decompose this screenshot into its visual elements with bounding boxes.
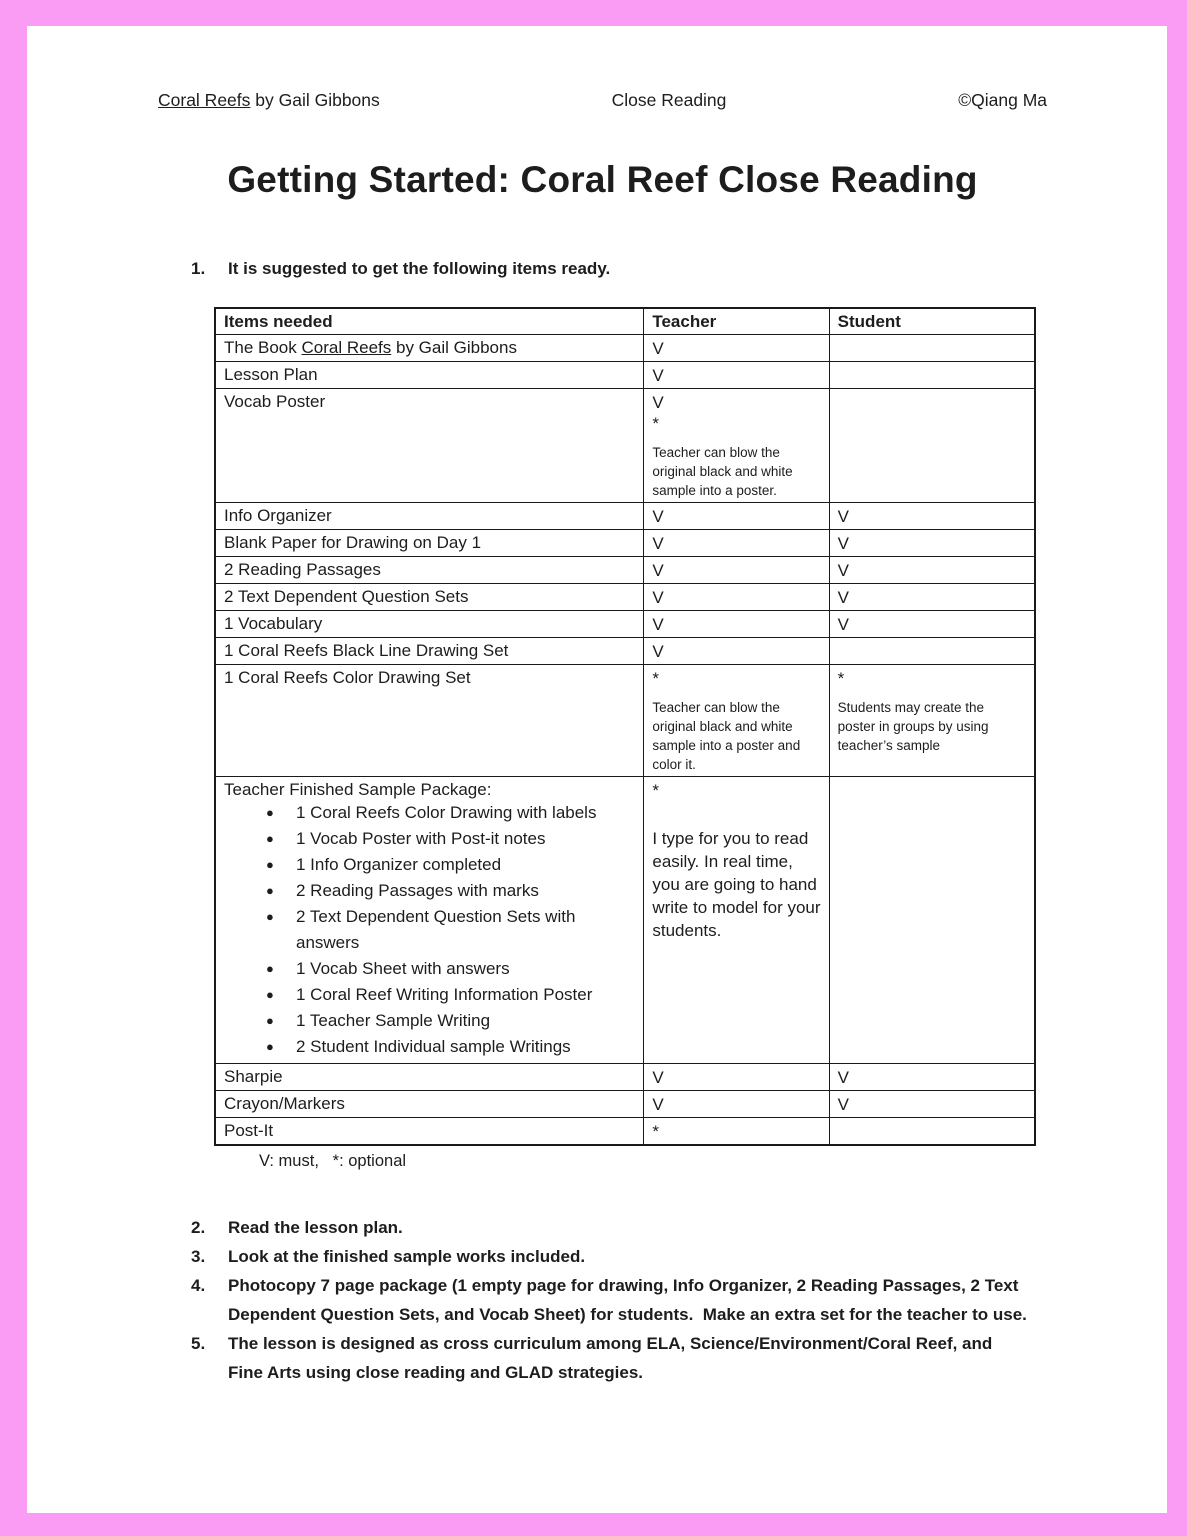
step-text: Look at the finished sample works included. [228, 1247, 586, 1266]
steps-list [191, 1213, 1047, 1387]
check-mark: V [652, 507, 664, 526]
check-mark: V [652, 615, 664, 634]
teacher-cell [644, 638, 829, 665]
bullet-item [266, 1034, 635, 1060]
table-row [215, 1064, 1035, 1091]
column-header-teacher: Teacher [644, 308, 829, 335]
teacher-cell [644, 335, 829, 362]
item-text: Teacher Finished Sample Package: [224, 780, 492, 799]
step-item [191, 1329, 1047, 1387]
check-mark: V [652, 642, 664, 661]
item-cell [215, 503, 644, 530]
step-text: Read the lesson plan. [228, 1218, 403, 1237]
table-row [215, 1118, 1035, 1146]
document-page [27, 26, 1167, 1513]
cell-note: Students may create the poster in groups by using teacher’s sample [837, 700, 989, 753]
items-table-body [215, 335, 1035, 1146]
student-cell [829, 584, 1035, 611]
step-number: 2. [191, 1218, 206, 1237]
table-row [215, 611, 1035, 638]
table-row [215, 335, 1035, 362]
student-cell [829, 777, 1035, 1064]
bullet-icon: ● [266, 857, 274, 872]
teacher-cell [644, 1091, 829, 1118]
student-cell [829, 1064, 1035, 1091]
student-cell [829, 557, 1035, 584]
student-cell [829, 665, 1035, 777]
item-text: 1 Coral Reefs Black Line Drawing Set [224, 641, 509, 660]
intro-item-text: It is suggested to get the following items ready. [228, 259, 611, 278]
bullet-text: 1 Vocab Poster with Post-it notes [296, 829, 546, 848]
student-cell [829, 389, 1035, 503]
student-cell [829, 1091, 1035, 1118]
bullet-item [266, 852, 635, 878]
check-mark: V [652, 1095, 664, 1114]
step-number: 5. [191, 1334, 206, 1353]
items-table-header-row [215, 308, 1035, 335]
bullet-text: 2 Reading Passages with marks [296, 881, 539, 900]
intro-item-number: 1. [191, 259, 206, 278]
page-title: Getting Started: Coral Reef Close Reading [227, 159, 978, 200]
check-mark: V [837, 1095, 850, 1114]
bullet-icon: ● [266, 805, 274, 820]
teacher-cell [644, 557, 829, 584]
teacher-cell [644, 584, 829, 611]
header-copyright: ©Qiang Ma [958, 90, 1047, 110]
optional-star-mark: * [652, 781, 659, 800]
bullet-icon: ● [266, 987, 274, 1002]
step-number: 4. [191, 1276, 206, 1295]
item-text: Coral Reefs [301, 338, 392, 357]
table-row [215, 557, 1035, 584]
optional-star-mark: * [652, 669, 659, 688]
bullet-text: 1 Teacher Sample Writing [296, 1011, 491, 1030]
item-cell [215, 335, 644, 362]
student-cell [829, 362, 1035, 389]
bullet-item [266, 956, 635, 982]
bullet-text: 2 Student Individual sample Writings [296, 1037, 571, 1056]
bullet-icon: ● [266, 909, 274, 924]
bullet-text: 2 Text Dependent Question Sets with answers [296, 907, 576, 952]
student-cell [829, 503, 1035, 530]
table-row [215, 389, 1035, 503]
table-row [215, 1091, 1035, 1118]
bullet-icon: ● [266, 831, 274, 846]
bullet-icon: ● [266, 1013, 274, 1028]
check-mark: V [837, 1068, 850, 1087]
bullet-text: 1 Coral Reefs Color Drawing with labels [296, 803, 597, 822]
step-text: The lesson is designed as cross curriculum among ELA, Science/Environment/Coral Reef, and Fine Arts using close reading and GLAD strategies. [228, 1334, 998, 1382]
item-text: Sharpie [224, 1067, 283, 1086]
step-item [191, 1242, 1047, 1271]
bullet-icon: ● [266, 961, 274, 976]
table-row [215, 777, 1035, 1064]
teacher-cell [644, 389, 829, 503]
check-mark: V [837, 561, 850, 580]
intro-item [191, 259, 1047, 279]
item-text: 1 Coral Reefs Color Drawing Set [224, 668, 471, 687]
check-mark: V [837, 507, 850, 526]
student-cell [829, 638, 1035, 665]
item-cell [215, 638, 644, 665]
check-mark: V [652, 534, 664, 553]
check-mark: V [652, 588, 664, 607]
check-mark: V [652, 339, 664, 358]
column-header-student: Student [829, 308, 1035, 335]
teacher-cell [644, 777, 829, 1064]
item-cell [215, 1118, 644, 1146]
table-row [215, 584, 1035, 611]
item-cell [215, 584, 644, 611]
bullet-item [266, 982, 635, 1008]
bullet-item [266, 904, 635, 956]
step-text: Photocopy 7 page package (1 empty page for drawing, Info Organizer, 2 Reading Passages, 2 Text Dependent Question Sets, and Vocab Sheet) for students. Make an extra set for the teacher to use. [228, 1276, 1027, 1324]
item-cell [215, 665, 644, 777]
optional-star-mark: * [652, 1122, 659, 1141]
item-text: 1 Vocabulary [224, 614, 323, 633]
item-text: by Gail Gibbons [391, 338, 517, 357]
item-text: 2 Text Dependent Question Sets [224, 587, 469, 606]
cell-note: Teacher can blow the original black and white sample into a poster. [652, 445, 793, 498]
bullet-icon: ● [266, 883, 274, 898]
item-text: Info Organizer [224, 506, 332, 525]
step-item [191, 1271, 1047, 1329]
check-mark: V [837, 615, 850, 634]
item-text: The Book [224, 338, 302, 357]
item-text: Post-It [224, 1121, 274, 1140]
teacher-cell [644, 1118, 829, 1146]
item-text: Vocab Poster [224, 392, 326, 411]
bullet-item [266, 1008, 635, 1034]
item-text: Lesson Plan [224, 365, 318, 384]
table-legend: V: must, *: optional [259, 1152, 407, 1170]
student-cell [829, 611, 1035, 638]
table-row [215, 530, 1035, 557]
item-text: Crayon/Markers [224, 1094, 345, 1113]
item-cell [215, 777, 644, 1064]
bullet-text: 1 Vocab Sheet with answers [296, 959, 510, 978]
item-text: Blank Paper for Drawing on Day 1 [224, 533, 482, 552]
document-header [158, 90, 1047, 111]
header-center-label: Close Reading [611, 90, 727, 110]
step-item [191, 1213, 1047, 1242]
header-book-credit [158, 90, 380, 111]
check-mark: V [652, 393, 664, 412]
item-cell [215, 611, 644, 638]
student-cell [829, 530, 1035, 557]
bullet-text: 1 Coral Reef Writing Information Poster [296, 985, 593, 1004]
bullet-item [266, 878, 635, 904]
bullet-icon: ● [266, 1039, 274, 1054]
item-cell [215, 362, 644, 389]
table-row [215, 503, 1035, 530]
check-mark: V [837, 588, 850, 607]
column-header-items-needed: Items needed [215, 308, 644, 335]
item-cell [215, 1064, 644, 1091]
cell-note: Teacher can blow the original black and white sample into a poster and color it. [652, 700, 801, 772]
teacher-cell [644, 665, 829, 777]
item-cell [215, 557, 644, 584]
table-row [215, 665, 1035, 777]
teacher-cell [644, 611, 829, 638]
check-mark: V [837, 534, 850, 553]
items-table [214, 307, 1036, 1146]
header-book-author: by Gail Gibbons [250, 90, 380, 110]
bullet-text: 1 Info Organizer completed [296, 855, 502, 874]
optional-star-mark: * [837, 669, 845, 688]
cell-note: I type for you to read easily. In real time, you are going to hand write to model for your students. [652, 829, 821, 940]
item-cell [215, 1091, 644, 1118]
table-row [215, 362, 1035, 389]
table-row [215, 638, 1035, 665]
header-book-title: Coral Reefs [158, 90, 251, 110]
check-mark: V [652, 561, 664, 580]
teacher-cell [644, 530, 829, 557]
item-cell [215, 389, 644, 503]
teacher-cell [644, 503, 829, 530]
bullet-item [266, 800, 635, 826]
student-cell [829, 1118, 1035, 1146]
student-cell [829, 335, 1035, 362]
check-mark: V [652, 1068, 664, 1087]
item-text: 2 Reading Passages [224, 560, 381, 579]
step-number: 3. [191, 1247, 206, 1266]
bullet-item [266, 826, 635, 852]
teacher-cell [644, 362, 829, 389]
item-cell [215, 530, 644, 557]
check-mark: V [652, 366, 664, 385]
optional-star-mark: * [652, 414, 659, 433]
teacher-cell [644, 1064, 829, 1091]
